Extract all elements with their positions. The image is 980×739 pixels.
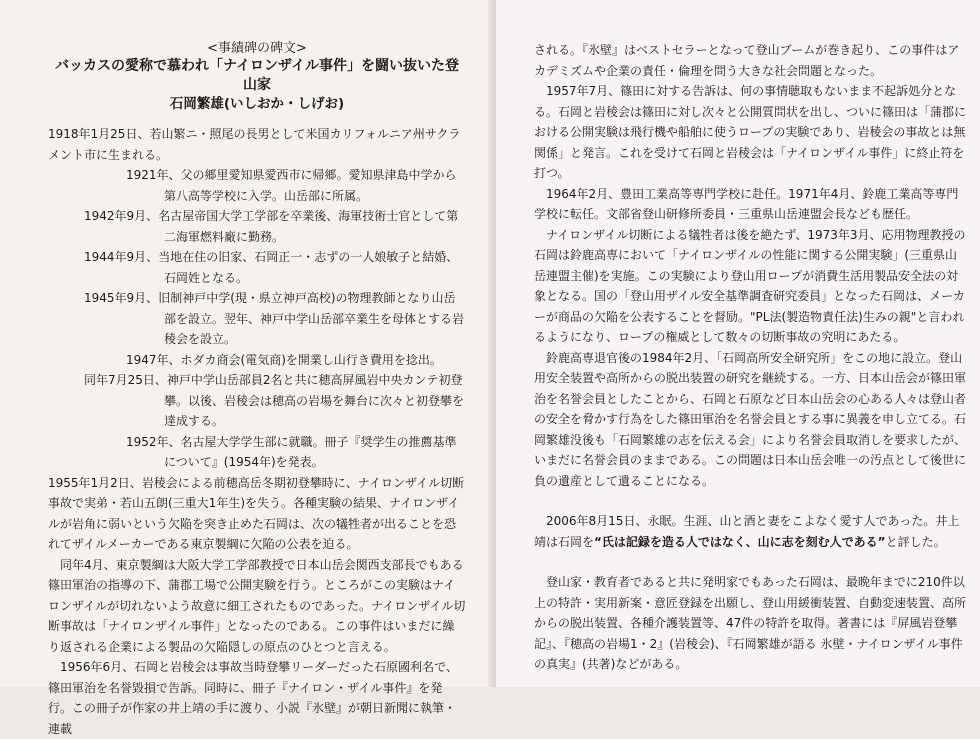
timeline-entry: 1952年、名古屋大学学生部に就職。冊子『奨学生の推薦基準について』(1954年)を発表。 (126, 434, 457, 469)
body-paragraph: ナイロンザイル切断による犠牲者は後を絶たず、1973年3月、応用物理教授の石岡は鈴鹿高専において「ナイロンザイルの性能に関する公開実験」(三重県山岳連盟主催)を実施。この実験により登山用ロープが消費生活用製品安全法の対象となる。国の「登山用ザイル安全基準調査研究委員」となった石岡は、メーカーが商品の欠陥を公表することを督励。"PL法(製造物責任法)生みの親"と言われるようになり、ロープの権威として数々の切断事故の究明にあたる。 (534, 227, 966, 344)
timeline-entry: 1942年9月、名古屋帝国大学工学部を卒業後、海軍技術士官として第二海軍燃料廠に勤務。 (84, 209, 459, 244)
timeline-entry: 1947年、ホダカ商会(電気商)を開業し山行き費用を捻出。 (126, 352, 442, 367)
timeline-entry: 同年7月25日、神戸中学山岳部員2名と共に穂高屏風岩中央カンテ初登攀。以後、岩稜会は穂高の岩場を舞台に次々と初登攀を達成する。 (84, 373, 465, 428)
body-paragraph: 1964年2月、豊田工業高等専門学校に赴任。1971年4月、鈴鹿工業高等専門学校に転任。文部省登山研修所委員・三重県山岳連盟会長なども歴任。 (534, 186, 959, 221)
timeline-entry: 1918年1月25日、若山繁ニ・照尾の長男として米国カリフォルニア州サクラメント市に生まれる。 (48, 127, 461, 162)
body-paragraph: 鈴鹿高専退官後の1984年2月、「石岡高所安全研究所」をこの地に設立。登山用安全装置や高所からの脱出装置の研究を継続する。一方、日本山岳会が篠田軍治を名誉会員としたことから、石岡と石原など日本山岳会の心ある人々は登山者の安全を脅かす行為をした篠田軍治を名誉会員とする事に異義を申し立てる。石岡繁雄没後も「石岡繁雄の志を伝える会」により名誉会員取消しを要求したが、いまだに名誉会員のままである。この問題は日本山岳会唯一の汚点として後世に負の遺産として遺ることになる。 (534, 350, 967, 488)
body-paragraph: 1955年1月2日、岩稜会による前穂高岳冬期初登攀時に、ナイロンザイル切断事故で実弟・若山五朗(三重大1年生)を失う。各種実験の結果、ナイロンザイルが岩角に弱いという欠陥を突き止めた石岡は、次の犠牲者が出ることを恐れてザイルメーカーである東京製綱に欠陥の公表を迫る。 (48, 475, 465, 551)
inscription-header (48, 40, 466, 114)
body-paragraph: される。『氷壁』はベストセラーとなって登山ブームが巻き起り、この事件はアカデミズムや企業の責任・倫理を問う大きな社会問題となった。 (534, 43, 960, 78)
timeline-entry: 1921年、父の郷里愛知県愛西市に帰郷。愛知県津島中学から第八高等学校に入学。山岳部に所属。 (126, 168, 457, 203)
body-paragraph: 2006年8月15日、永眠。生涯、山と酒と妻をこよなく愛す人であった。井上靖は石岡を“氏は記録を造る人ではなく、山に志を刻む人である”と評した。 (534, 514, 960, 549)
timeline-entry: 1944年9月、当地在住の旧家、石岡正一・志ずの一人娘敏子と結婚、石岡姓となる。 (84, 250, 459, 285)
timeline-entry: 1945年9月、旧制神戸中学(現・県立神戸高校)の物理教師となり山岳部を設立。翌年、神戸中学山岳部卒業生を母体とする岩稜会を設立。 (84, 291, 465, 346)
body-paragraph: 同年4月、東京製綱は大阪大学工学部教授で日本山岳会関西支部長でもある篠田軍治の指導の下、蒲郡工場で公開実験を行う。ところがこの実験はナイロンザイルが切れないよう故意に細工されたものであった。ナイロンザイル切断事故は「ナイロンザイル事件」となったのである。この事件はいまだに繰り返される企業による製品の欠陥隠しの原点のひとつと言える。 (48, 557, 466, 654)
inscription-title: バッカスの愛称で慕われ「ナイロンザイル事件」を闘い抜いた登山家 (54, 58, 460, 93)
right-page (496, 0, 980, 687)
author-name: 石岡繁雄(いしおか・しげお) (169, 96, 345, 112)
inoue-quote: “氏は記録を造る人ではなく、山に志を刻む人である” (594, 534, 886, 549)
body-paragraph: 1956年6月、石岡と岩稜会は事故当時登攀リーダーだった石原國利名で、篠田軍治を名誉毀損で告訴。同時に、冊子『ナイロン・ザイル事件』を発行。この冊子が作家の井上靖の手に渡り、小説『氷壁』が朝日新聞に執筆・連載 (48, 660, 458, 736)
body-paragraph: 登山家・教育者であると共に発明家でもあった石岡は、最晩年までに210件以上の特許・実用新案・意匠登録を出願し、登山用緩衝装置、自動変速装置、高所からの脱出装置、各種介護装置等、47件の特許を取得。著書には『屏風岩登攀記』、『穂高の岩場1・2』(岩稜会)、『石岡繁雄が語る 氷壁・ナイロンザイル事件の真実』(共著)などがある。 (534, 575, 967, 671)
inscription-kicker: <事績碑の碑文> (207, 41, 307, 56)
body-paragraph: 1957年7月、篠田に対する告訴は、何の事情聴取もないまま不起訴処分となる。石岡と岩稜会は篠田に対し次々と公開質問状を出し、ついに篠田は「蒲郡における公開実験は飛行機や船舶に使うロープの実験であり、岩稜会の事故とは無関係」と発言。これを受けて石岡と岩稜会は「ナイロンザイル事件」に終止符を打つ。 (534, 84, 967, 180)
